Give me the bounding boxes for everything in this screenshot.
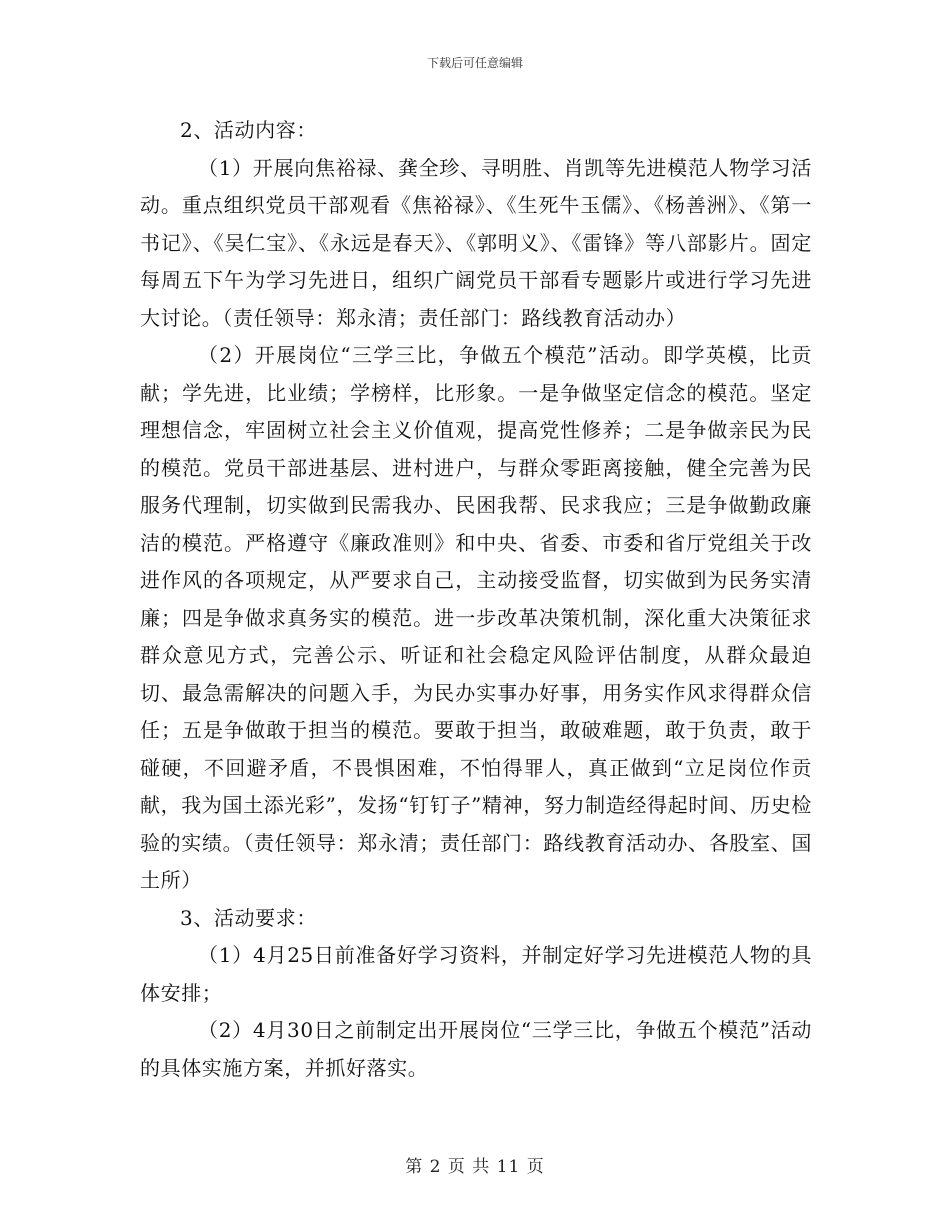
page-header: 下载后可任意编辑 [426,56,523,70]
paragraph-requirement-2: （2）4月30日之前制定出开展岗位“三学三比，争做五个模范”活动的具体实施方案，并抓好落实。 [140,1018,812,1080]
paragraph-item-2: （2）开展岗位“三学三比，争做五个模范”活动。即学英模，比贡献；学先进，比业绩；学榜样，比形象。一是争做坚定信念的模范。坚定理想信念，牢固树立社会主义价值观，提高党性修养；二是争做亲民为民的模范。党员干部进基层、进村进户，与群众零距离接触，健全完善为民服务代理制，切实做到民需我办、民困我帮、民求我应；三是争做勤政廉洁的模范。严格遵守《廉政准则》和中央、省委、市委和省厅党组关于改进作风的各项规定，从严要求自己，主动接受监督，切实做到为民务实清廉；四是争做求真务实的模范。进一步改革决策机制，深化重大决策征求群众意见方式，完善公示、听证和社会稳定风险评估制度，从群众最迫切、最急需解决的问题入手，为民办实事办好事，用务实作风求得群众信任；五是争做敢于担当的模范。要敢于担当，敢破难题，敢于负责，敢于碰硬，不回避矛盾，不畏惧困难，不怕得罪人，真正做到“立足岗位作贡献，我为国土添光彩”，发扬“钉钉子”精神，努力制造经得起时间、历史检验的实绩。（责任领导：郑永清；责任部门：路线教育活动办、各股室、国土所） [140,343,812,892]
paragraph-item-1: （1）开展向焦裕禄、龚全珍、寻明胜、肖凯等先进模范人物学习活动。重点组织党员干部观看《焦裕禄》、《生死牛玉儒》、《杨善洲》、《第一书记》、《吴仁宝》、《永远是春天》、《郭明义》、《雷锋》等八部影片。固定每周五下午为学习先进日，组织广阔党员干部看专题影片或进行学习先进大讨论。（责任领导：郑永清；责任部门：路线教育活动办） [140,155,812,330]
paragraph-requirement-1: （1）4月25日前准备好学习资料，并制定好学习先进模范人物的具体安排； [140,943,812,1005]
document-body [140,112,812,1087]
section-heading-activity-content: 2、活动内容： [180,118,317,142]
section-heading-activity-requirements: 3、活动要求： [180,905,317,930]
page-footer-page-number: 第 2 页 共 11 页 [405,1157,545,1177]
